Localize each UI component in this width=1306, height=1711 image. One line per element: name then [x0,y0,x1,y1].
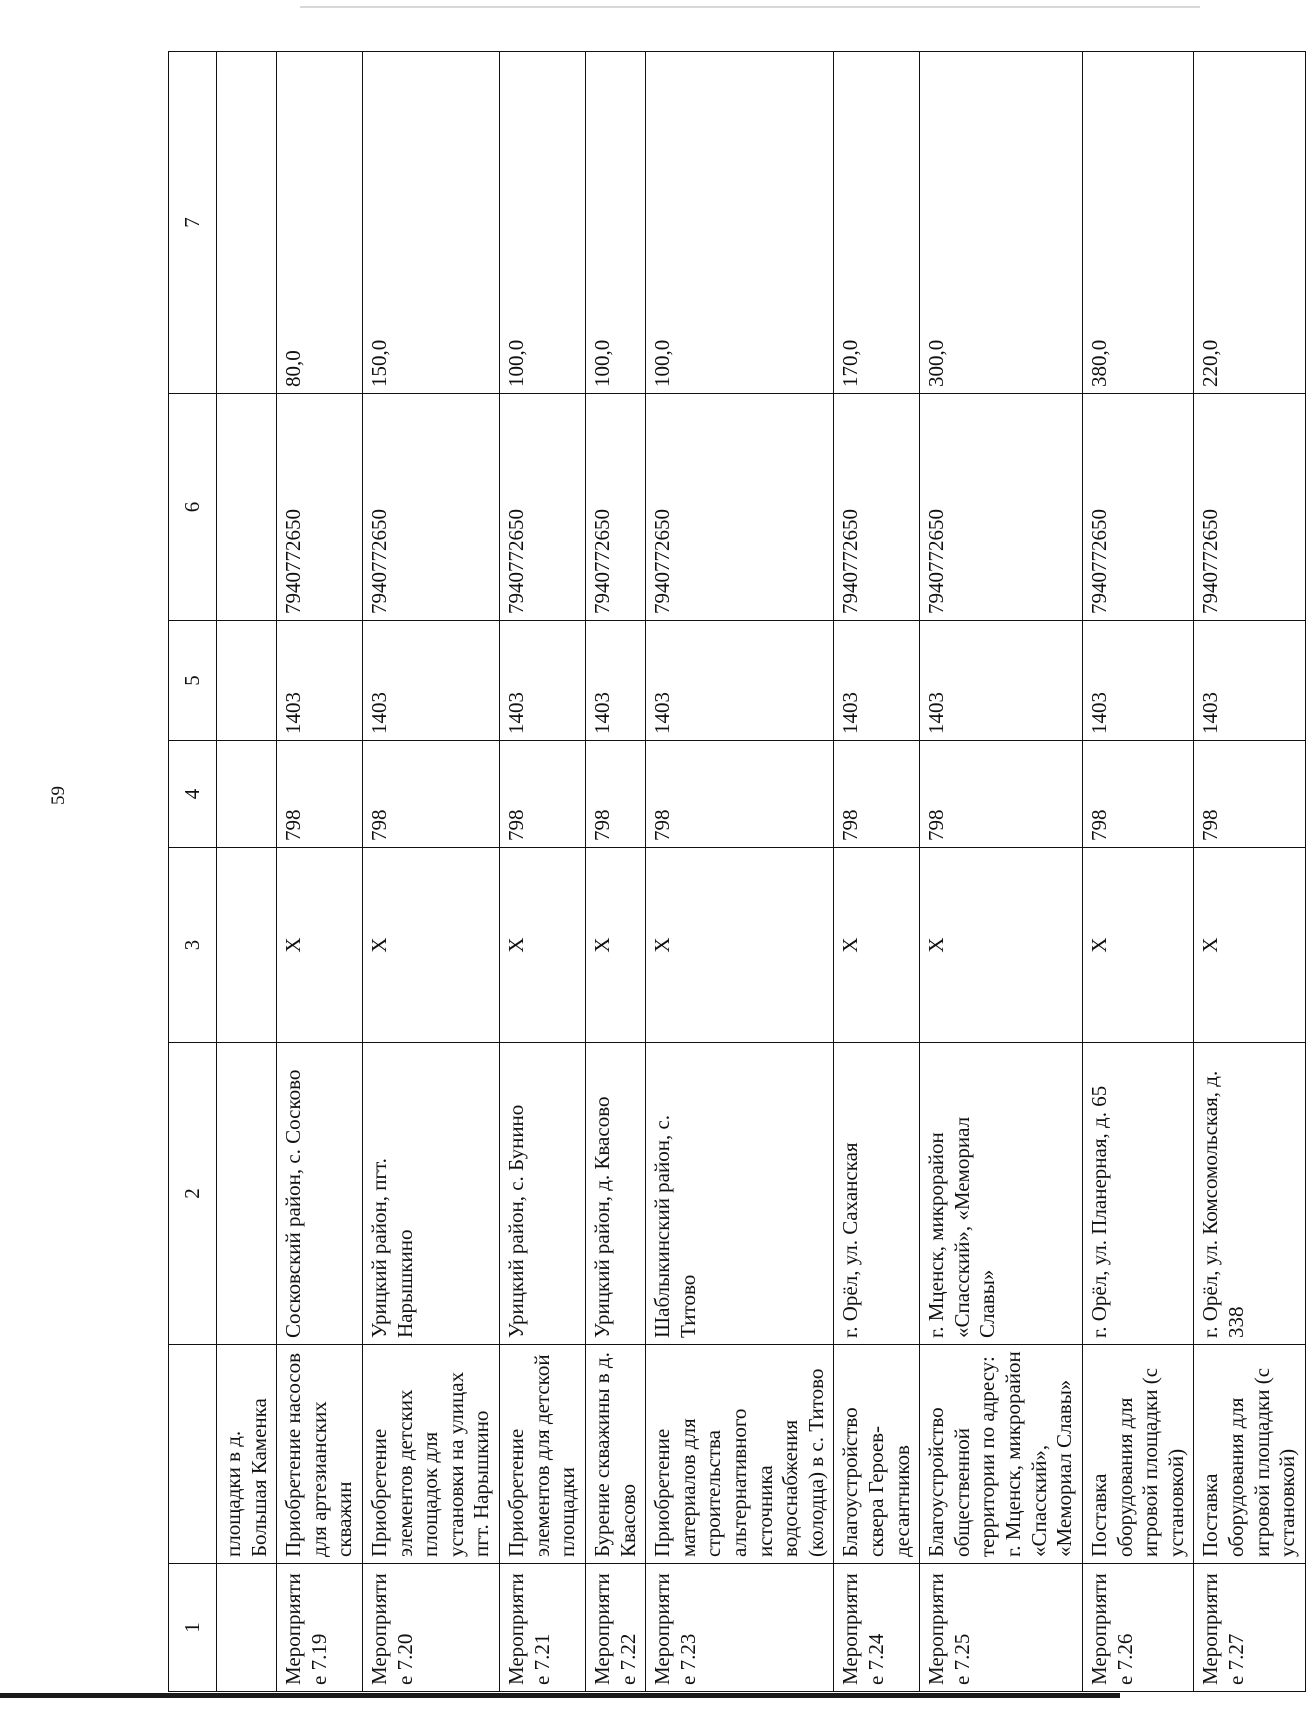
description-cell: Приобретение элементов детских площадок для установки на улицах пгт. Нарышкино [363,1345,500,1564]
location-cell: Урицкий район, д. Квасово [585,1043,645,1345]
code-cell: 798 [834,741,920,848]
description-cell: Благоустройство общественной территории по адресу: г. Мценск, микрорайон «Спасский», «Мемориал Славы» [920,1345,1083,1564]
section-cell: 1403 [585,621,645,741]
target-code-cell: 7940772650 [834,394,920,621]
table-row [277,52,363,1692]
measure-cell: Мероприятие 7.20 [363,1564,500,1692]
header-cell: 7 [169,52,217,394]
amount-cell: 220,0 [1194,52,1305,394]
target-code-cell: 7940772650 [646,394,834,621]
target-code-cell: 7940772650 [920,394,1083,621]
section-cell: 1403 [834,621,920,741]
description-cell: Приобретение элементов для детской площадки [500,1345,586,1564]
mark-cell: Х [1082,848,1193,1043]
amount-cell: 100,0 [585,52,645,394]
target-code-cell: 7940772650 [1194,394,1305,621]
description-cell: Поставка оборудования для игровой площадки (с установкой) [1082,1345,1193,1564]
description-cell: площадки в д. Большая Каменка [217,1345,277,1564]
amount-cell: 380,0 [1082,52,1193,394]
location-cell: г. Орёл, ул. Саханская [834,1043,920,1345]
empty-cell [217,394,277,621]
code-cell: 798 [500,741,586,848]
code-cell: 798 [1082,741,1193,848]
table-row [920,52,1083,1692]
mark-cell: Х [500,848,586,1043]
location-cell: г. Орёл, ул. Комсомольская, д. 338 [1194,1043,1305,1345]
target-code-cell: 7940772650 [1082,394,1193,621]
mark-cell: Х [920,848,1083,1043]
measure-cell: Мероприятие 7.27 [1194,1564,1305,1692]
location-cell: Шаблыкинский район, с. Титово [646,1043,834,1345]
code-cell: 798 [585,741,645,848]
target-code-cell: 7940772650 [500,394,586,621]
measure-cell: Мероприятие 7.26 [1082,1564,1193,1692]
empty-cell [217,52,277,394]
header-cell: 6 [169,394,217,621]
location-cell: Урицкий район, с. Бунино [500,1043,586,1345]
measure-cell: Мероприятие 7.24 [834,1564,920,1692]
measure-cell: Мероприятие 7.22 [585,1564,645,1692]
rotated-table-wrapper [168,52,1300,1692]
location-cell: Сосковский район, с. Сосково [277,1043,363,1345]
description-cell: Приобретение материалов для строительства альтернативного источника водоснабжения (колодца) в с. Титово [646,1345,834,1564]
table-row [1082,52,1193,1692]
location-cell: Урицкий район, пгт. Нарышкино [363,1043,500,1345]
section-cell: 1403 [646,621,834,741]
scan-edge-top [300,6,1200,8]
continuation-row [217,52,277,1692]
measure-cell: Мероприятие 7.25 [920,1564,1083,1692]
mark-cell: Х [646,848,834,1043]
scan-edge-bottom [0,1693,1120,1698]
location-cell: г. Мценск, микрорайон «Спасский», «Мемориал Славы» [920,1043,1083,1345]
table-row [363,52,500,1692]
section-cell: 1403 [920,621,1083,741]
code-cell: 798 [277,741,363,848]
header-cell: 4 [169,741,217,848]
description-cell: Благоустройство сквера Героев-десантников [834,1345,920,1564]
table-row [1194,52,1305,1692]
mark-cell: Х [834,848,920,1043]
measure-cell: Мероприятие 7.23 [646,1564,834,1692]
table-row [585,52,645,1692]
mark-cell: Х [277,848,363,1043]
amount-cell: 100,0 [500,52,586,394]
target-code-cell: 7940772650 [277,394,363,621]
table-row [500,52,586,1692]
code-cell: 798 [363,741,500,848]
section-cell: 1403 [1082,621,1193,741]
page-number: 59 [48,786,69,805]
section-cell: 1403 [500,621,586,741]
section-cell: 1403 [277,621,363,741]
section-cell: 1403 [363,621,500,741]
amount-cell: 170,0 [834,52,920,394]
amount-cell: 80,0 [277,52,363,394]
header-cell: 5 [169,621,217,741]
budget-table [168,51,1306,1692]
header-cell: 1 [169,1564,217,1692]
mark-cell: Х [363,848,500,1043]
target-code-cell: 7940772650 [363,394,500,621]
header-cell: 2 [169,1043,217,1345]
header-row [169,52,217,1692]
code-cell: 798 [920,741,1083,848]
description-cell: Приобретение насосов для артезианских скважин [277,1345,363,1564]
amount-cell: 300,0 [920,52,1083,394]
empty-cell [217,621,277,741]
section-cell: 1403 [1194,621,1305,741]
empty-cell [217,741,277,848]
measure-cell: Мероприятие 7.21 [500,1564,586,1692]
amount-cell: 150,0 [363,52,500,394]
empty-cell [217,1564,277,1692]
table-row [834,52,920,1692]
code-cell: 798 [646,741,834,848]
target-code-cell: 7940772650 [585,394,645,621]
location-cell: г. Орёл, ул. Планерная, д. 65 [1082,1043,1193,1345]
empty-cell [217,1043,277,1345]
header-cell: 3 [169,848,217,1043]
description-cell: Поставка оборудования для игровой площадки (с установкой) [1194,1345,1305,1564]
mark-cell: Х [1194,848,1305,1043]
table-row [646,52,834,1692]
empty-cell [217,848,277,1043]
measure-cell: Мероприятие 7.19 [277,1564,363,1692]
mark-cell: Х [585,848,645,1043]
code-cell: 798 [1194,741,1305,848]
header-cell [169,1345,217,1564]
description-cell: Бурение скважины в д. Квасово [585,1345,645,1564]
amount-cell: 100,0 [646,52,834,394]
